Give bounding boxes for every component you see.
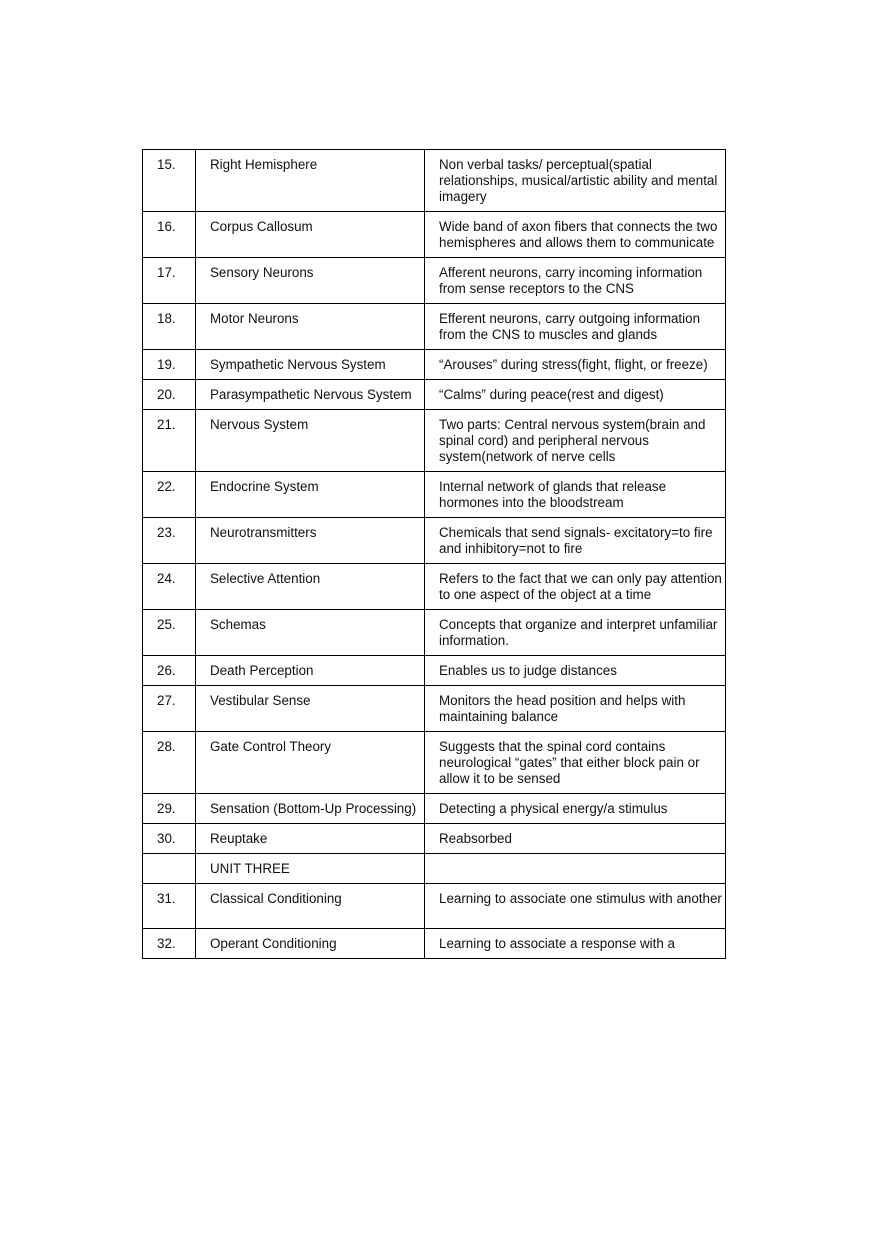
- glossary-body: [143, 150, 726, 959]
- row-number: 28.: [143, 732, 196, 794]
- term-cell: Endocrine System: [196, 472, 425, 518]
- definition-cell: Learning to associate a response with a: [425, 929, 726, 959]
- definition-cell: Internal network of glands that release hormones into the bloodstream: [425, 472, 726, 518]
- term-cell: Reuptake: [196, 824, 425, 854]
- definition-cell: Chemicals that send signals- excitatory=to fire and inhibitory=not to fire: [425, 518, 726, 564]
- definition-cell: [425, 854, 726, 884]
- term-cell: Parasympathetic Nervous System: [196, 380, 425, 410]
- row-number: 30.: [143, 824, 196, 854]
- definition-cell: Enables us to judge distances: [425, 656, 726, 686]
- row-number: 23.: [143, 518, 196, 564]
- table-row: [143, 686, 726, 732]
- row-number: 19.: [143, 350, 196, 380]
- table-row: [143, 854, 726, 884]
- definition-cell: Non verbal tasks/ perceptual(spatial relationships, musical/artistic ability and mental imagery: [425, 150, 726, 212]
- table-row: [143, 350, 726, 380]
- definition-cell: Concepts that organize and interpret unfamiliar information.: [425, 610, 726, 656]
- table-row: [143, 732, 726, 794]
- definition-cell: “Arouses” during stress(fight, flight, or freeze): [425, 350, 726, 380]
- term-cell: Sensory Neurons: [196, 258, 425, 304]
- row-number: 17.: [143, 258, 196, 304]
- definition-cell: Monitors the head position and helps with maintaining balance: [425, 686, 726, 732]
- term-cell: Schemas: [196, 610, 425, 656]
- table-row: [143, 380, 726, 410]
- definition-cell: Detecting a physical energy/a stimulus: [425, 794, 726, 824]
- table-row: [143, 258, 726, 304]
- table-row: [143, 472, 726, 518]
- definition-cell: Afferent neurons, carry incoming information from sense receptors to the CNS: [425, 258, 726, 304]
- table-row: [143, 929, 726, 959]
- table-row: [143, 304, 726, 350]
- term-cell: Gate Control Theory: [196, 732, 425, 794]
- definition-cell: Efferent neurons, carry outgoing information from the CNS to muscles and glands: [425, 304, 726, 350]
- definition-cell: Wide band of axon fibers that connects the two hemispheres and allows them to communicate: [425, 212, 726, 258]
- row-number: 31.: [143, 884, 196, 929]
- term-cell: Vestibular Sense: [196, 686, 425, 732]
- definition-cell: Refers to the fact that we can only pay attention to one aspect of the object at a time: [425, 564, 726, 610]
- term-cell: UNIT THREE: [196, 854, 425, 884]
- row-number: 22.: [143, 472, 196, 518]
- row-number: 20.: [143, 380, 196, 410]
- row-number: 25.: [143, 610, 196, 656]
- definition-cell: Reabsorbed: [425, 824, 726, 854]
- term-cell: Selective Attention: [196, 564, 425, 610]
- term-cell: Sensation (Bottom-Up Processing): [196, 794, 425, 824]
- table-row: [143, 564, 726, 610]
- term-cell: Operant Conditioning: [196, 929, 425, 959]
- row-number: 26.: [143, 656, 196, 686]
- term-cell: Corpus Callosum: [196, 212, 425, 258]
- table-row: [143, 794, 726, 824]
- row-number: 27.: [143, 686, 196, 732]
- table-row: [143, 610, 726, 656]
- term-cell: Death Perception: [196, 656, 425, 686]
- row-number: [143, 854, 196, 884]
- row-number: 21.: [143, 410, 196, 472]
- definition-cell: “Calms” during peace(rest and digest): [425, 380, 726, 410]
- row-number: 18.: [143, 304, 196, 350]
- row-number: 32.: [143, 929, 196, 959]
- term-cell: Motor Neurons: [196, 304, 425, 350]
- table-row: [143, 212, 726, 258]
- row-number: 16.: [143, 212, 196, 258]
- table-row: [143, 410, 726, 472]
- table-row: [143, 518, 726, 564]
- glossary-table: [142, 149, 726, 959]
- term-cell: Sympathetic Nervous System: [196, 350, 425, 380]
- term-cell: Neurotransmitters: [196, 518, 425, 564]
- table-row: [143, 656, 726, 686]
- definition-cell: Learning to associate one stimulus with another: [425, 884, 726, 929]
- term-cell: Nervous System: [196, 410, 425, 472]
- row-number: 29.: [143, 794, 196, 824]
- term-cell: Right Hemisphere: [196, 150, 425, 212]
- row-number: 15.: [143, 150, 196, 212]
- row-number: 24.: [143, 564, 196, 610]
- table-row: [143, 884, 726, 929]
- definition-cell: Two parts: Central nervous system(brain and spinal cord) and peripheral nervous system(network of nerve cells: [425, 410, 726, 472]
- table-row: [143, 150, 726, 212]
- table-row: [143, 824, 726, 854]
- term-cell: Classical Conditioning: [196, 884, 425, 929]
- definition-cell: Suggests that the spinal cord contains neurological “gates” that either block pain or allow it to be sensed: [425, 732, 726, 794]
